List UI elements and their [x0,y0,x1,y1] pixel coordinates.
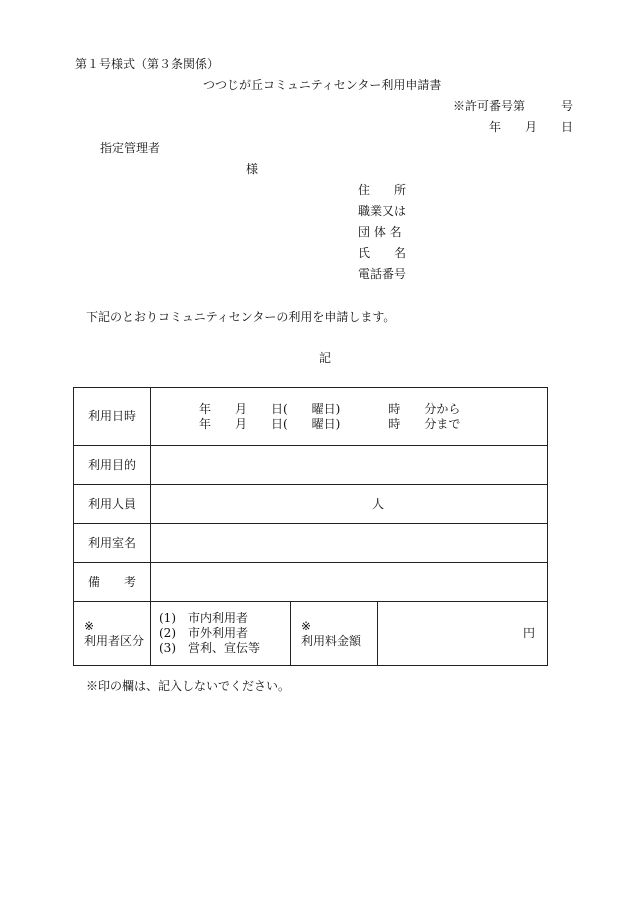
applicant-name-label: 氏 名 [358,246,407,260]
applicant-address-label: 住 所 [358,183,407,197]
applicant-occupation-label: 職業又は [358,204,407,218]
row-usage-purpose [74,446,548,485]
room-name-field[interactable] [151,524,548,563]
form-title: つつじが丘コミュニティセンター利用申請書 [203,78,442,92]
usage-datetime-field[interactable] [151,388,548,446]
user-category-mark: ※ [84,618,95,633]
user-category-label-cell [74,602,151,666]
row-remarks [74,563,548,602]
remarks-label: 備 考 [74,563,151,602]
number-of-users-label: 利用人員 [74,485,151,524]
usage-datetime-label: 利用日時 [74,388,151,446]
row-user-category [74,602,548,666]
usage-fee-unit: 円 [523,626,536,640]
application-date: 年 月 日 [489,120,574,134]
remarks-field[interactable] [151,563,548,602]
application-statement: 下記のとおりコミュニティセンターの利用を申請します。 [86,310,396,324]
applicant-phone-label: 電話番号 [358,267,407,281]
usage-fee-field[interactable] [378,602,548,666]
user-category-option-1[interactable]: (1) 市内利用者 [159,611,248,625]
user-category-label: 利用者区分 [84,633,145,648]
usage-fee-mark: ※ [301,618,312,633]
usage-datetime-from: 年 月 日( 曜日) 時 分から [199,401,461,416]
permit-number: ※許可番号第 号 [453,99,574,113]
usage-datetime-to: 年 月 日( 曜日) 時 分まで [199,416,461,431]
room-name-label: 利用室名 [74,524,151,563]
ki-heading: 記 [319,351,332,365]
footnote: ※印の欄は、記入しないでください。 [86,679,291,693]
applicant-group-label: 団 体 名 [358,225,402,239]
addressee-name: 指定管理者 [100,141,161,155]
user-category-option-3[interactable]: (3) 営利、宣伝等 [159,641,260,655]
usage-fee-label-cell [291,602,378,666]
form-number: 第１号様式（第３条関係） [75,57,220,71]
number-of-users-unit: 人 [372,496,385,511]
number-of-users-field[interactable] [151,485,548,524]
usage-fee-label: 利用料金額 [301,633,362,648]
user-category-options[interactable] [151,602,291,666]
usage-purpose-label: 利用目的 [74,446,151,485]
row-usage-datetime [74,388,548,446]
addressee-honorific: 様 [246,162,259,176]
user-category-option-2[interactable]: (2) 市外利用者 [159,626,248,640]
row-number-of-users [74,485,548,524]
application-table [73,387,548,666]
row-room-name [74,524,548,563]
usage-purpose-field[interactable] [151,446,548,485]
